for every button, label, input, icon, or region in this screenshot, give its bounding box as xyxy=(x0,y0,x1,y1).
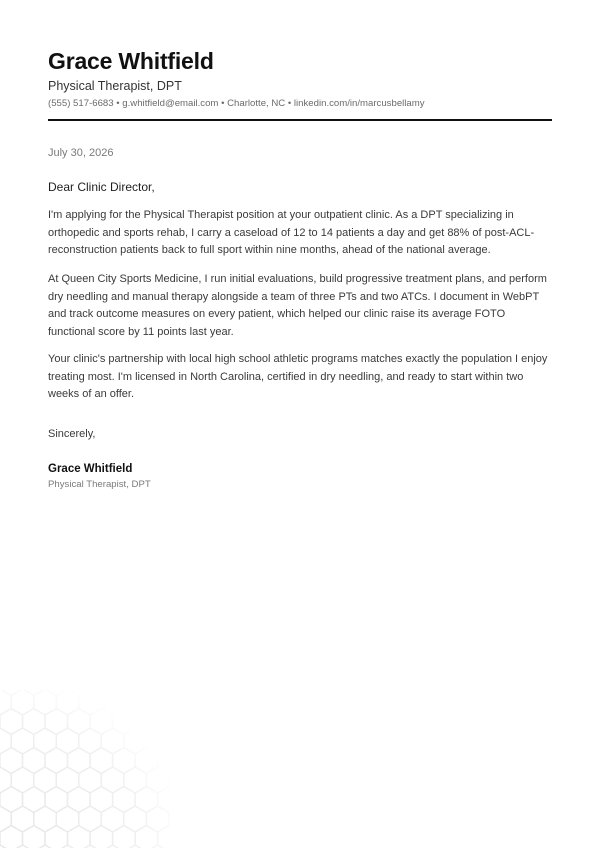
hexagon-shape xyxy=(158,787,170,813)
body-paragraph: Your clinic's partnership with local high school athletic programs matches exactly the population I enjoy treating most. I'm licensed in North Carolina, certified in dry needling, and ready to start within two weeks of an offer. xyxy=(48,353,548,401)
hexagon-shape xyxy=(158,748,170,774)
hexagon-shape xyxy=(90,826,113,848)
header-divider xyxy=(48,119,552,121)
body-paragraph: I'm applying for the Physical Therapist position at your outpatient clinic. As a DPT specializing in orthopedic and sports rehab, I carry a caseload of 12 to 14 patients a day and get 88% of post-ACL-reconstruction patients back to full sport within nine months, ahead of the national average. xyxy=(48,209,535,257)
signature-name: Grace Whitfield xyxy=(48,463,133,475)
signature-title: Physical Therapist, DPT xyxy=(48,479,151,490)
hexagon-shape xyxy=(135,826,158,848)
hexagon-shape xyxy=(23,826,46,848)
hexagon-pattern-decoration xyxy=(0,690,170,848)
body-paragraph: At Queen City Sports Medicine, I run initial evaluations, build progressive treatment plans, and perform dry needling and manual therapy alongside a team of three PTs and two ATCs. I document in WebPT and track outcome measures on every patient, which helped our clinic raise its average FOTO functional score by 11 points last year. xyxy=(48,273,547,338)
applicant-title: Physical Therapist, DPT xyxy=(48,79,182,93)
applicant-name: Grace Whitfield xyxy=(48,48,214,74)
hexagon-shape xyxy=(45,826,68,848)
hexagon-shape xyxy=(158,709,170,735)
hexagon-shape xyxy=(158,826,170,848)
hexagon-shape xyxy=(68,826,91,848)
contact-line: (555) 517-6683 • g.whitfield@email.com • Charlotte, NC • linkedin.com/in/marcusbellamy xyxy=(48,98,425,109)
hexagon-shape xyxy=(0,826,23,848)
hexagon-shape xyxy=(113,826,136,848)
letter-greeting: Dear Clinic Director, xyxy=(48,180,155,194)
letter-date: July 30, 2026 xyxy=(48,147,114,159)
letter-closing: Sincerely, xyxy=(48,428,96,440)
